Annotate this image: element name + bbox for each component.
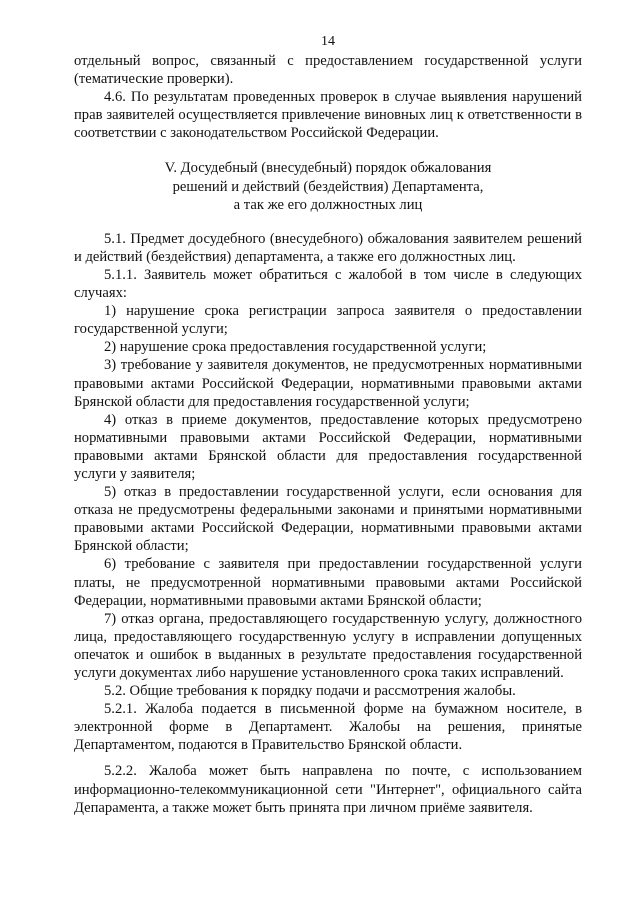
- list-item-4: 4) отказ в приеме документов, предоставление которых предусмотрено нормативными правовыми актами Российской Федерации, нормативными правовыми актами Брянской области для предоставления государственной услуги у заявителя;: [74, 411, 582, 482]
- list-item-3: 3) требование у заявителя документов, не предусмотренных нормативными правовыми актами Российской Федерации, нормативными правовыми актами Брянской области для предоставления государственной услуги;: [74, 357, 582, 410]
- paragraph-5-2-1: 5.2.1. Жалоба подается в письменной форме на бумажном носителе, в электронной форме в Департамент. Жалобы на решения, принятые Департаментом, подаются в Правительство Брянской области.: [74, 701, 582, 754]
- section-title-line-1: V. Досудебный (внесудебный) порядок обжалования: [164, 160, 492, 177]
- paragraph-5-2: 5.2. Общие требования к порядку подачи и рассмотрения жалобы.: [104, 683, 516, 700]
- paragraph-continuation: отдельный вопрос, связанный с предоставлением государственной услуги (тематические проверки).: [74, 53, 582, 88]
- section-title: [74, 159, 582, 213]
- section-title-line-3: а так же его должностных лиц: [233, 196, 423, 213]
- page-number: 14: [321, 34, 335, 49]
- paragraph-4-6: 4.6. По результатам проведенных проверок в случае выявления нарушений прав заявителей осуществляется привлечение виновных лиц к ответственности в соответствии с законодательством Российской Федерации.: [74, 89, 582, 142]
- list-item-6: 6) требование с заявителя при предоставлении государственной услуги платы, не предусмотренной нормативными правовыми актами Российской Федерации, нормативными правовыми актами Брянской области;: [74, 556, 582, 609]
- list-item-5: 5) отказ в предоставлении государственной услуги, если основания для отказа не предусмотрены федеральными законами и принятыми нормативными правовыми актами Российской Федерации, нормативными правовыми актами Брянской области;: [74, 484, 582, 555]
- list-item-1: 1) нарушение срока регистрации запроса заявителя о предоставлении государственной услуги;: [74, 303, 582, 338]
- paragraph-5-1-1: 5.1.1. Заявитель может обратиться с жалобой в том числе в следующих случаях:: [74, 266, 582, 302]
- list-item-7: 7) отказ органа, предоставляющего государственную услугу, должностного лица, предоставляющего государственную услугу в исправлении допущенных опечаток и ошибок в выданных в результате предоставления государственной услуги документах либо нарушение установленного срока таких исправлений.: [74, 610, 582, 681]
- paragraph-5-2-2: 5.2.2. Жалоба может быть направлена по почте, с использованием информационно-телекоммуникационной сети "Интернет", официального сайта Депараментa, а также может быть принята при личном приёме заявителя.: [74, 763, 582, 816]
- paragraph-5-1: 5.1. Предмет досудебного (внесудебного) обжалования заявителем решений и действий (бездействия) департамента, а также его должностных лиц.: [74, 230, 582, 265]
- section-title-line-2: решений и действий (бездействия) Департамента,: [172, 178, 484, 195]
- list-item-2: 2) нарушение срока предоставления государственной услуги;: [104, 339, 487, 356]
